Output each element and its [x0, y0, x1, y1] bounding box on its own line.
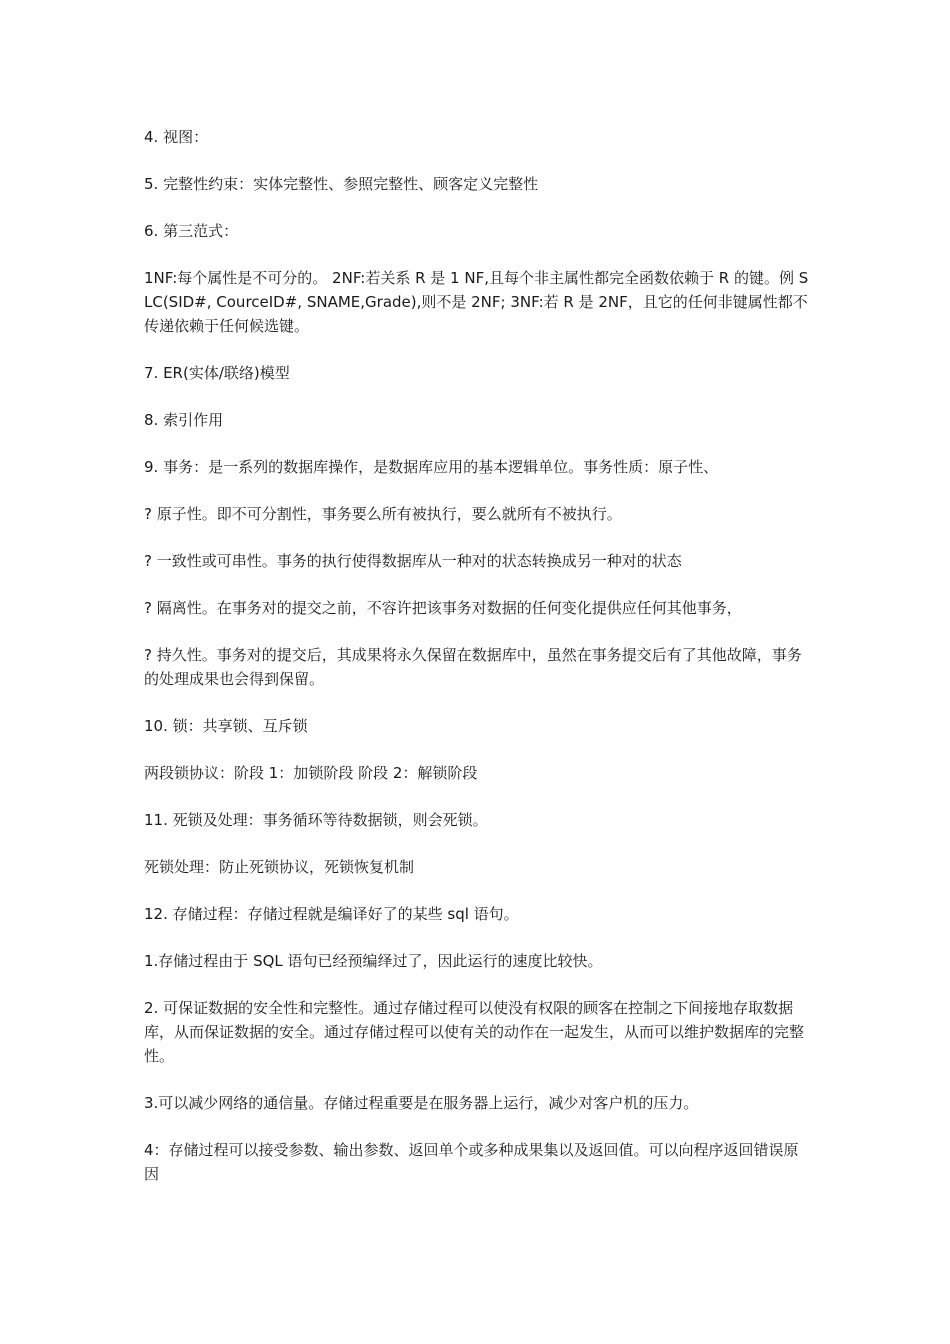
transaction-isolation: ? 隔离性。在事务对的提交之前，不容许把该事务对数据的任何变化提供应任何其他事务，: [144, 599, 742, 617]
normal-forms-explanation: 1NF:每个属性是不可分的。 2NF:若关系 R 是 1 NF,且每个非主属性都完全函数依赖于 R 的键。例 SLC(SID#, CourceID#, SNAME,Grade),则不是 2NF; 3NF:若 R 是 2NF，且它的任何非键属性都不传递依赖于任何候选键。: [144, 269, 809, 335]
transaction-durability: ? 持久性。事务对的提交后，其成果将永久保留在数据库中，虽然在事务提交后有了其他故障，事务的处理成果也会得到保留。: [144, 646, 802, 688]
document-body: [144, 125, 809, 1209]
stored-procedure-point-3: 3.可以减少网络的通信量。存储过程重要是在服务器上运行，减少对客户机的压力。: [144, 1094, 699, 1112]
transaction-consistency: ? 一致性或可串性。事务的执行使得数据库从一种对的状态转换成另一种对的状态: [144, 552, 682, 570]
item-6-third-normal-form: 6. 第三范式：: [144, 222, 239, 240]
item-10-locks: 10. 锁：共享锁、互斥锁: [144, 717, 308, 735]
item-11-deadlock: 11. 死锁及处理：事务循环等待数据锁，则会死锁。: [144, 811, 488, 829]
stored-procedure-point-1: 1.存储过程由于 SQL 语句已经预编绎过了，因此运行的速度比较快。: [144, 952, 603, 970]
deadlock-handling: 死锁处理：防止死锁协议，死锁恢复机制: [144, 858, 415, 876]
item-12-stored-procedures: 12. 存储过程：存储过程就是编译好了的某些 sql 语句。: [144, 905, 519, 923]
stored-procedure-point-4: 4：存储过程可以接受参数、输出参数、返回单个或多种成果集以及返回值。可以向程序返回错误原因: [144, 1141, 799, 1183]
stored-procedure-point-2: 2. 可保证数据的安全性和完整性。通过存储过程可以使没有权限的顾客在控制之下间接地存取数据库，从而保证数据的安全。通过存储过程可以使有关的动作在一起发生，从而可以维护数据库的完整性。: [144, 999, 805, 1065]
item-4-views: 4. 视图：: [144, 128, 209, 146]
item-5-integrity-constraints: 5. 完整性约束：实体完整性、参照完整性、顾客定义完整性: [144, 175, 539, 193]
item-9-transactions: 9. 事务：是一系列的数据库操作，是数据库应用的基本逻辑单位。事务性质：原子性、: [144, 458, 719, 476]
item-7-er-model: 7. ER(实体/联络)模型: [144, 364, 290, 382]
item-8-index-purpose: 8. 索引作用: [144, 411, 224, 429]
transaction-atomicity: ? 原子性。即不可分割性，事务要么所有被执行，要么就所有不被执行。: [144, 505, 622, 523]
two-phase-locking: 两段锁协议：阶段 1：加锁阶段 阶段 2：解锁阶段: [144, 764, 478, 782]
